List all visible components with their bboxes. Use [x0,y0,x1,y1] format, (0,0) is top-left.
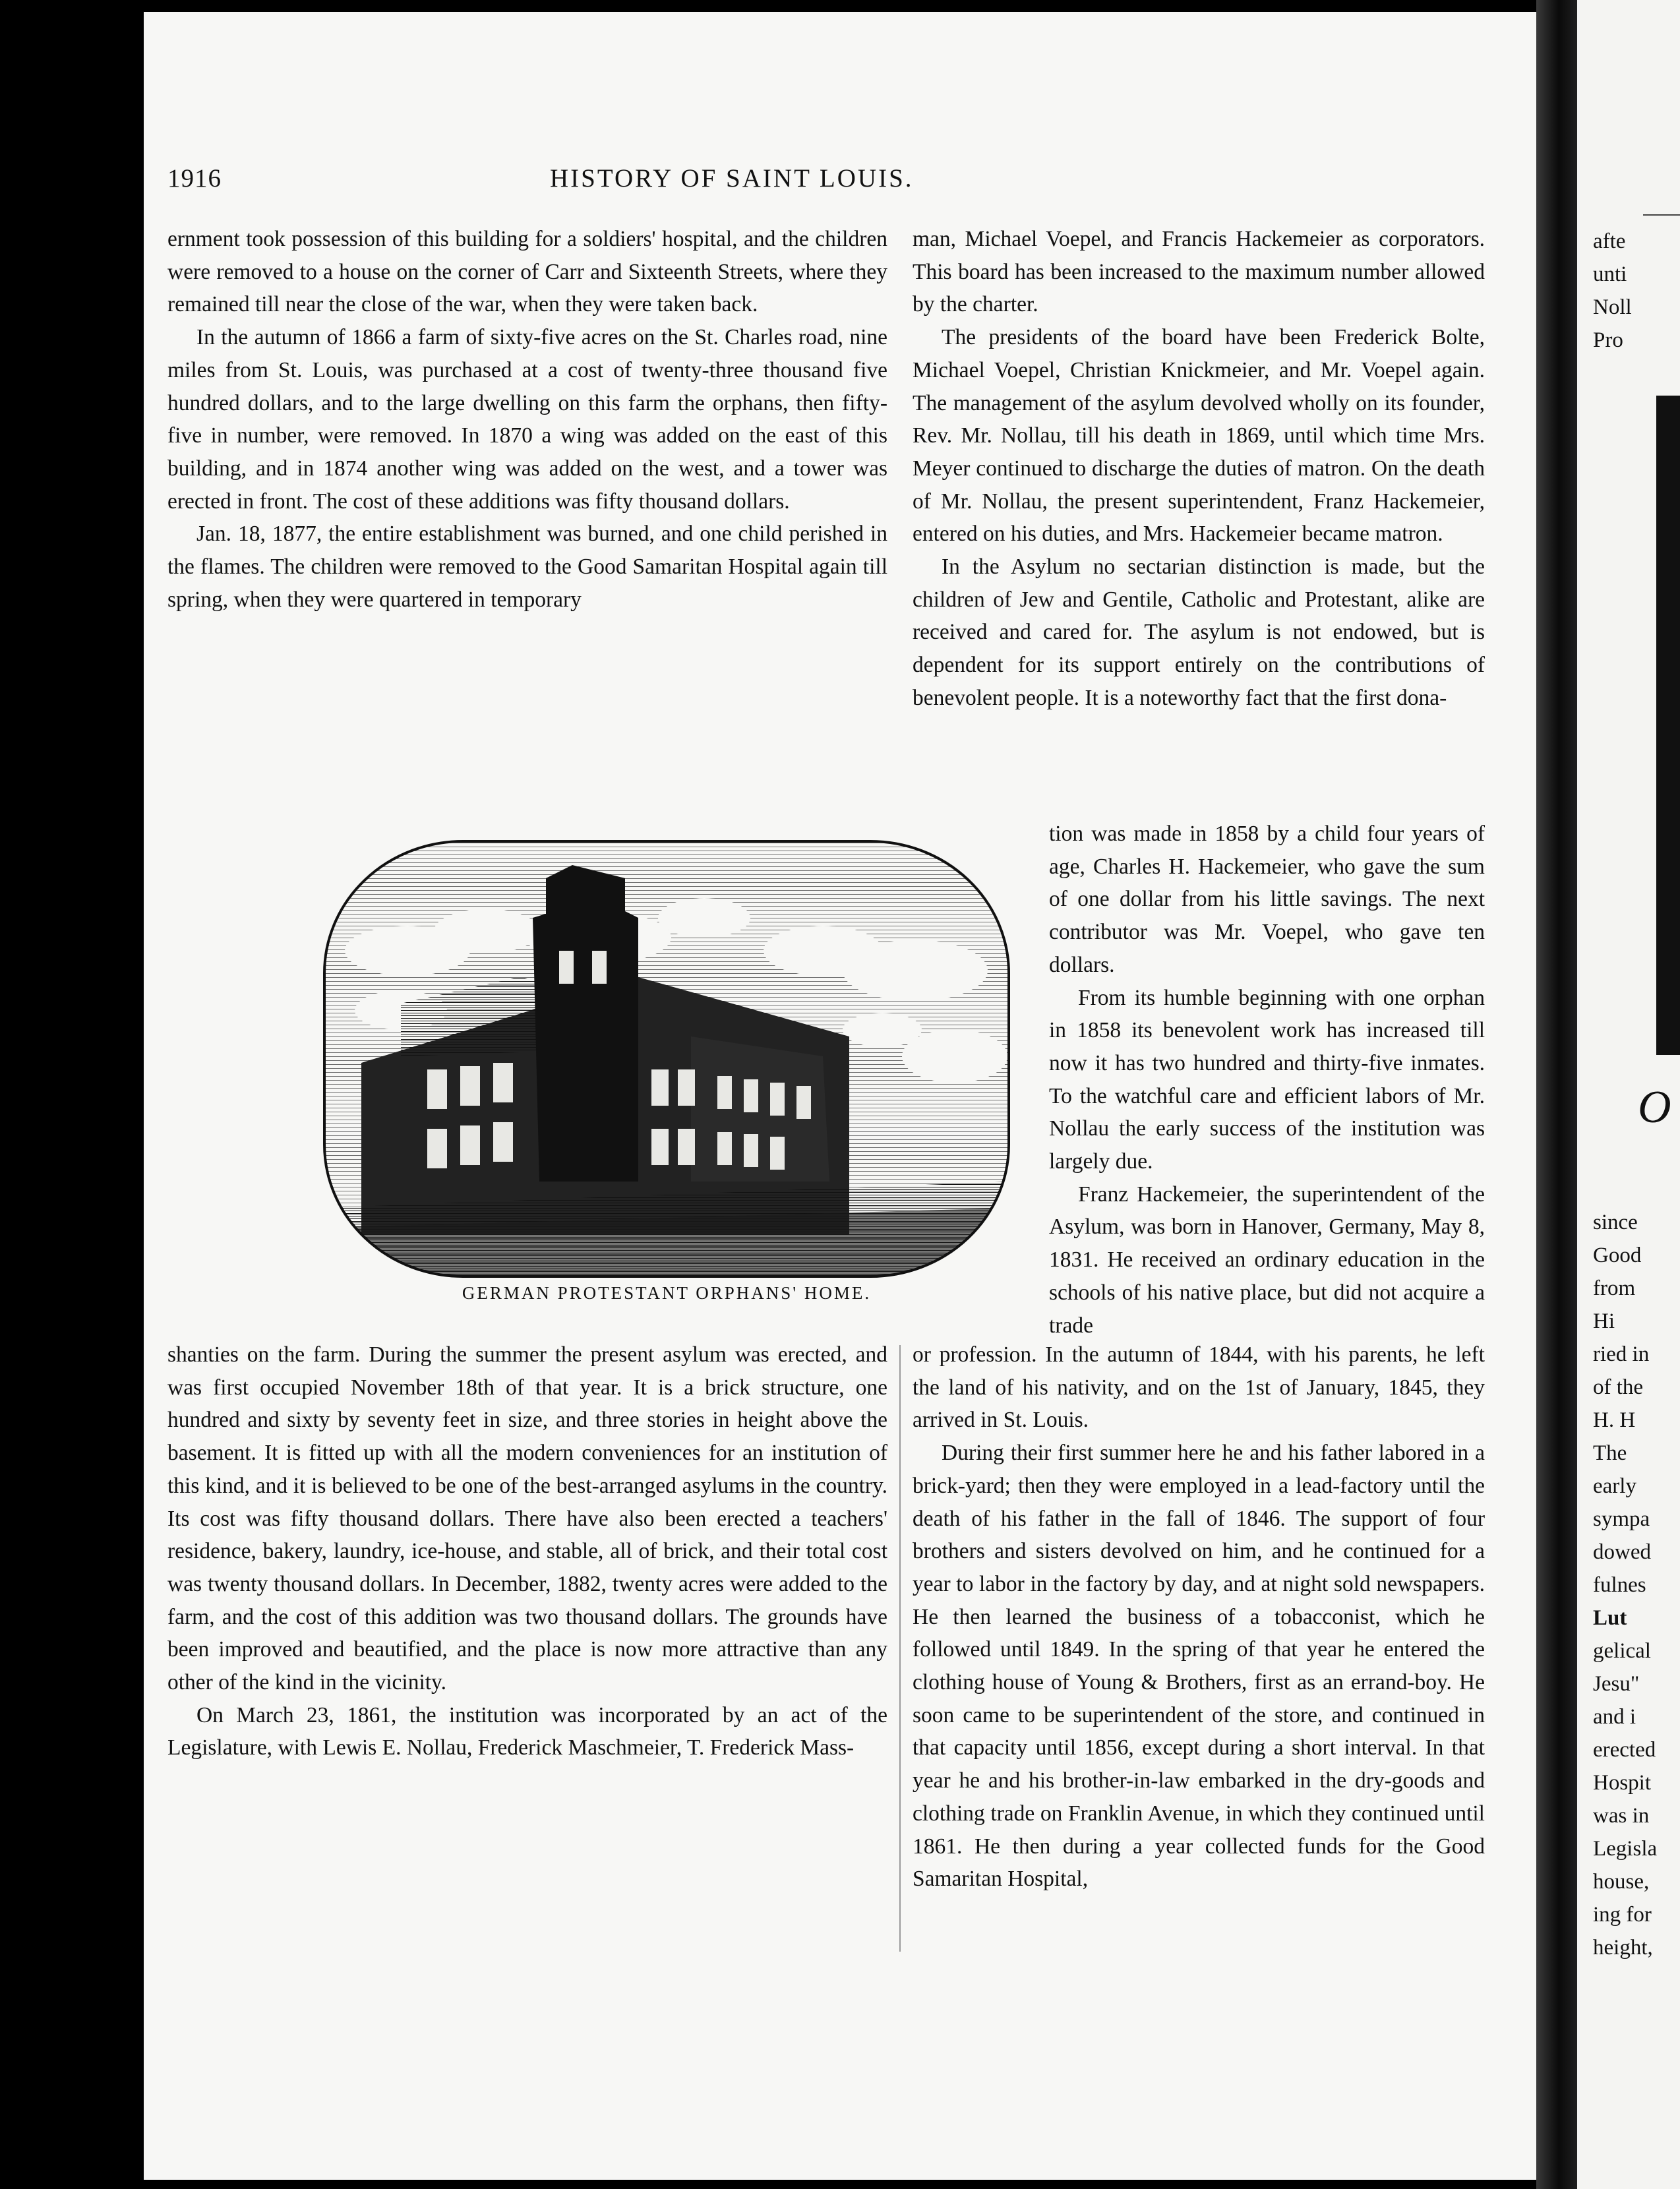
adjacent-fragment: fulnes [1593,1573,1646,1597]
book-binding-shadow [1536,0,1577,2189]
column-divider [899,1345,901,1952]
paragraph: ernment took possession of this building for a soldiers' hospital, and the children were removed to a house on the corner of Carr and Sixteenth Streets, where they remained till near the close of the war, when they were taken back. [167,227,887,317]
adjacent-fragment: afte [1593,229,1626,253]
adjacent-fragment: Lut [1593,1606,1627,1630]
adjacent-illustration-edge [1656,396,1680,1055]
illustration-caption: GERMAN PROTESTANT ORPHANS' HOME. [462,1283,872,1303]
adjacent-fragment: The [1593,1441,1627,1465]
adjacent-page-rule [1643,214,1680,216]
column-right-mid [1049,818,1485,1342]
adjacent-fragment: Pro [1593,328,1623,352]
adjacent-fragment: Legisla [1593,1837,1658,1861]
adjacent-fragment: sympa [1593,1507,1650,1531]
adjacent-fragment: ing for [1593,1903,1652,1927]
adjacent-page [1577,0,1680,2189]
adjacent-fragment: H. H [1593,1408,1636,1432]
column-right-top [913,223,1485,715]
adjacent-fragment: from [1593,1276,1636,1300]
paragraph: shanties on the farm. During the summer the present asylum was erected, and was first occupied November 18th of that year. It is a brick structure, one hundred and sixty by seventy feet in size, and three stories in height above the basement. It is fitted up with all the modern conveniences for an institution of this kind, and it is believed to be one of the best-arranged asylums in the country. Its cost was fifty thousand dollars. There have also been erected a teachers' residence, bakery, laundry, ice-house, and stable, all of brick, and their total cost was twenty thousand dollars. In December, 1882, twenty acres were added to the farm, and the cost of this addition was two thousand dollars. The grounds have been improved and beautified, and the place is now more attractive than any other of the kind in the vicinity. [167,1342,887,1695]
adjacent-fragment: erected [1593,1738,1656,1762]
adjacent-fragment: was in [1593,1804,1650,1828]
page-number: 1916 [167,164,222,193]
paragraph: In the autumn of 1866 a farm of sixty-five acres on the St. Charles road, nine miles from St. Louis, was purchased at a cost of twenty-three thousand five hundred dollars, and to the large dwelling on this farm the orphans, then fifty-five in number, were removed. In 1870 a wing was added on the east of this building, and in 1874 another wing was added on the west, and a tower was erected in front. The cost of these additions was fifty thousand dollars. [167,325,887,514]
adjacent-fragment: early [1593,1474,1636,1498]
orphans-home-engraving [322,839,1011,1279]
book-title: HISTORY OF SAINT LOUIS. [550,164,914,193]
column-left-top [167,223,887,616]
adjacent-script-initial: O [1638,1082,1671,1133]
adjacent-fragment: gelical [1593,1639,1651,1663]
paragraph: Jan. 18, 1877, the entire establishment was burned, and one child perished in the flames. The children were removed to the Good Samaritan Hospital again till spring, when they were quartered in temporary [167,522,887,612]
paragraph: On March 23, 1861, the institution was incorporated by an act of the Legislature, with Lewis E. Nollau, Frederick Maschmeier, T. Frederick Mass- [167,1702,887,1760]
paragraph: During their first summer here he and his father labored in a brick-yard; then they were employed in a lead-factory until the death of his father in the fall of 1846. The support of four brothers and sisters devolved on him, and he continued for a year to labor in the factory by day, and at night sold newspapers. He then learned the business of a tobacconist, which he followed until 1849. In the spring of that year he entered the clothing house of Young & Brothers, first as an errand-boy. He soon came to be superintendent of the store, and continued in that capacity until 1856, except during a short interval. In that year he and his brother-in-law embarked in the dry-goods and clothing trade on Franklin Avenue, in which they continued until 1861. He then during a year collected funds for the Good Samaritan Hospital, [913,1441,1485,1892]
adjacent-fragment: house, [1593,1870,1650,1894]
adjacent-fragment: height, [1593,1936,1653,1960]
paragraph: In the Asylum no sectarian distinction is made, but the children of Jew and Gentile, Catholic and Protestant, alike are received and cared for. The asylum is not endowed, but is dependent for its support entirely on the contributions of benevolent people. It is a noteworthy fact that the first dona- [913,555,1485,710]
column-right-bottom [913,1338,1485,1896]
adjacent-fragment: unti [1593,262,1627,286]
adjacent-fragment: since [1593,1211,1638,1234]
adjacent-fragment: Hi [1593,1309,1615,1333]
adjacent-fragment: ried in [1593,1342,1650,1366]
paragraph: man, Michael Voepel, and Francis Hackemeier as corporators. This board has been increased to the maximum number allowed by the charter. [913,227,1485,317]
paragraph: Franz Hackemeier, the superintendent of the Asylum, was born in Hanover, Germany, May 8, 1831. He received an ordinary education in the schools of his native place, but did not acquire a trade [1049,1182,1485,1338]
adjacent-fragment: Noll [1593,295,1632,319]
adjacent-fragment: Jesu" [1593,1672,1640,1696]
paragraph: The presidents of the board have been Frederick Bolte, Michael Voepel, Christian Knickmeier, and Mr. Voepel again. The management of the asylum devolved wholly on its founder, Rev. Mr. Nollau, till his death in 1869, until which time Mrs. Meyer continued to discharge the duties of matron. On the death of Mr. Nollau, the present superintendent, Franz Hackemeier, entered on his duties, and Mrs. Hackemeier became matron. [913,325,1485,547]
paragraph: From its humble beginning with one orphan in 1858 its benevolent work has increased till now it has two hundred and thirty-five inmates. To the watchful care and efficient labors of Mr. Nollau the early success of the institution was largely due. [1049,985,1485,1174]
adjacent-fragment: and i [1593,1705,1636,1729]
column-left-bottom [167,1338,887,1764]
adjacent-fragment: of the [1593,1375,1644,1399]
running-head [167,164,1249,203]
adjacent-fragment: dowed [1593,1540,1651,1564]
adjacent-fragment: Hospit [1593,1771,1652,1795]
adjacent-fragment: Good [1593,1244,1642,1267]
paragraph: or profession. In the autumn of 1844, with his parents, he left the land of his nativity, and on the 1st of January, 1845, they arrived in St. Louis. [913,1342,1485,1433]
paragraph: tion was made in 1858 by a child four years of age, Charles H. Hackemeier, who gave the sum of one dollar from his little savings. The next contributor was Mr. Voepel, who gave ten dollars. [1049,822,1485,977]
